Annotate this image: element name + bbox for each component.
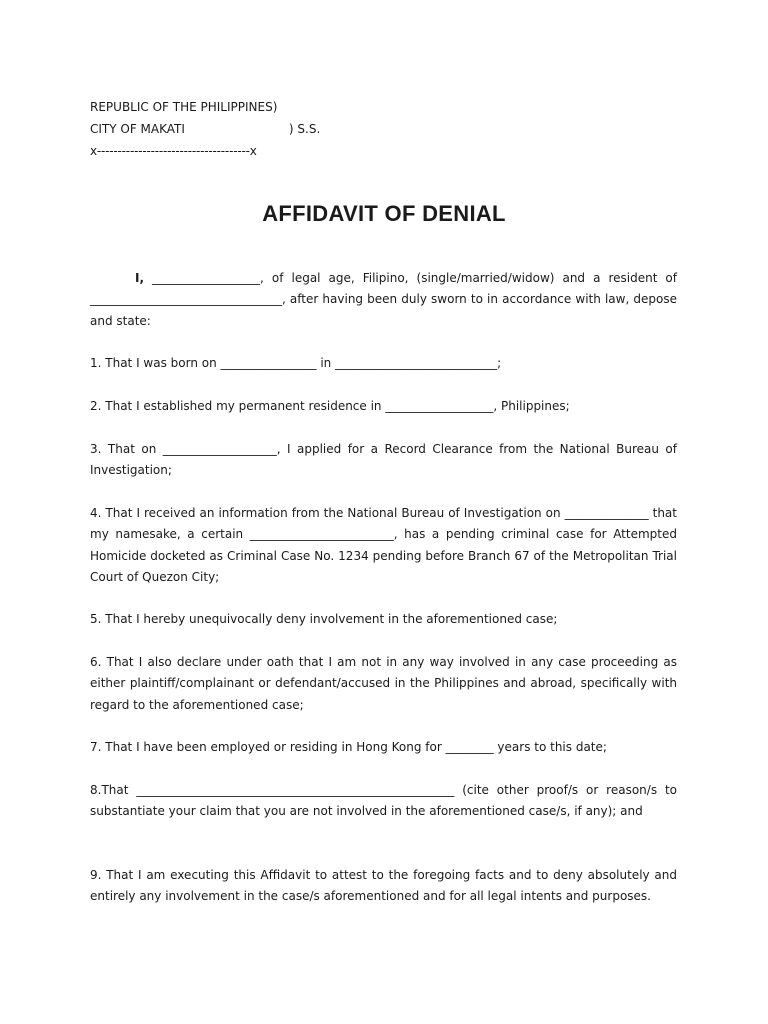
paragraph-4: 4. That I received an information from the National Bureau of Investigation on ______________ that my namesake, a certain ________________________, has a pending criminal case for Attempted Homicide docketed as Criminal Case No. 1234 pending before Branch 67 of the Metropolitan Trial Court of Quezon City; — [90, 506, 677, 584]
paragraph-7: 7. That I have been employed or residing in Hong Kong for ________ years to this date; — [90, 740, 607, 754]
venue-line-city — [90, 122, 320, 136]
paragraph-2: 2. That I established my permanent residence in __________________, Philippines; — [90, 399, 570, 413]
venue-line-republic: REPUBLIC OF THE PHILIPPINES) — [90, 100, 278, 114]
venue-city-name: CITY OF MAKATI — [90, 122, 185, 136]
intro-paragraph — [90, 268, 677, 332]
paragraph-9: 9. That I am executing this Affidavit to attest to the foregoing facts and to deny absolutely and entirely any involvement in the case/s aforementioned and for all legal intents and purposes. — [90, 868, 677, 904]
paragraph-6: 6. That I also declare under oath that I am not in any way involved in any case proceeding as either plaintiff/complainant or defendant/accused in the Philippines and abroad, specifically with regard to the aforementioned case; — [90, 655, 677, 712]
venue-ss: ) S.S. — [288, 122, 321, 136]
intro-lead: I, — [135, 271, 145, 285]
paragraph-1: 1. That I was born on ________________ in ___________________________; — [90, 356, 502, 370]
intro-text: __________________, of legal age, Filipino, (single/married/widow) and a resident of ________________________________, after having been duly sworn to in accordance with law, depose and state: — [90, 271, 677, 328]
paragraph-3: 3. That on ___________________, I applied for a Record Clearance from the National Bureau of Investigation; — [90, 442, 677, 478]
paragraph-5: 5. That I hereby unequivocally deny involvement in the aforementioned case; — [90, 612, 558, 626]
venue-separator: x-------------------------------------x — [90, 144, 257, 158]
document-title: AFFIDAVIT OF DENIAL — [262, 201, 506, 226]
paragraph-8: 8.That _____________________________________________________ (cite other proof/s or reason/s to substantiate your claim that you are not involved in the aforementioned case/s, if any); and — [90, 783, 677, 819]
